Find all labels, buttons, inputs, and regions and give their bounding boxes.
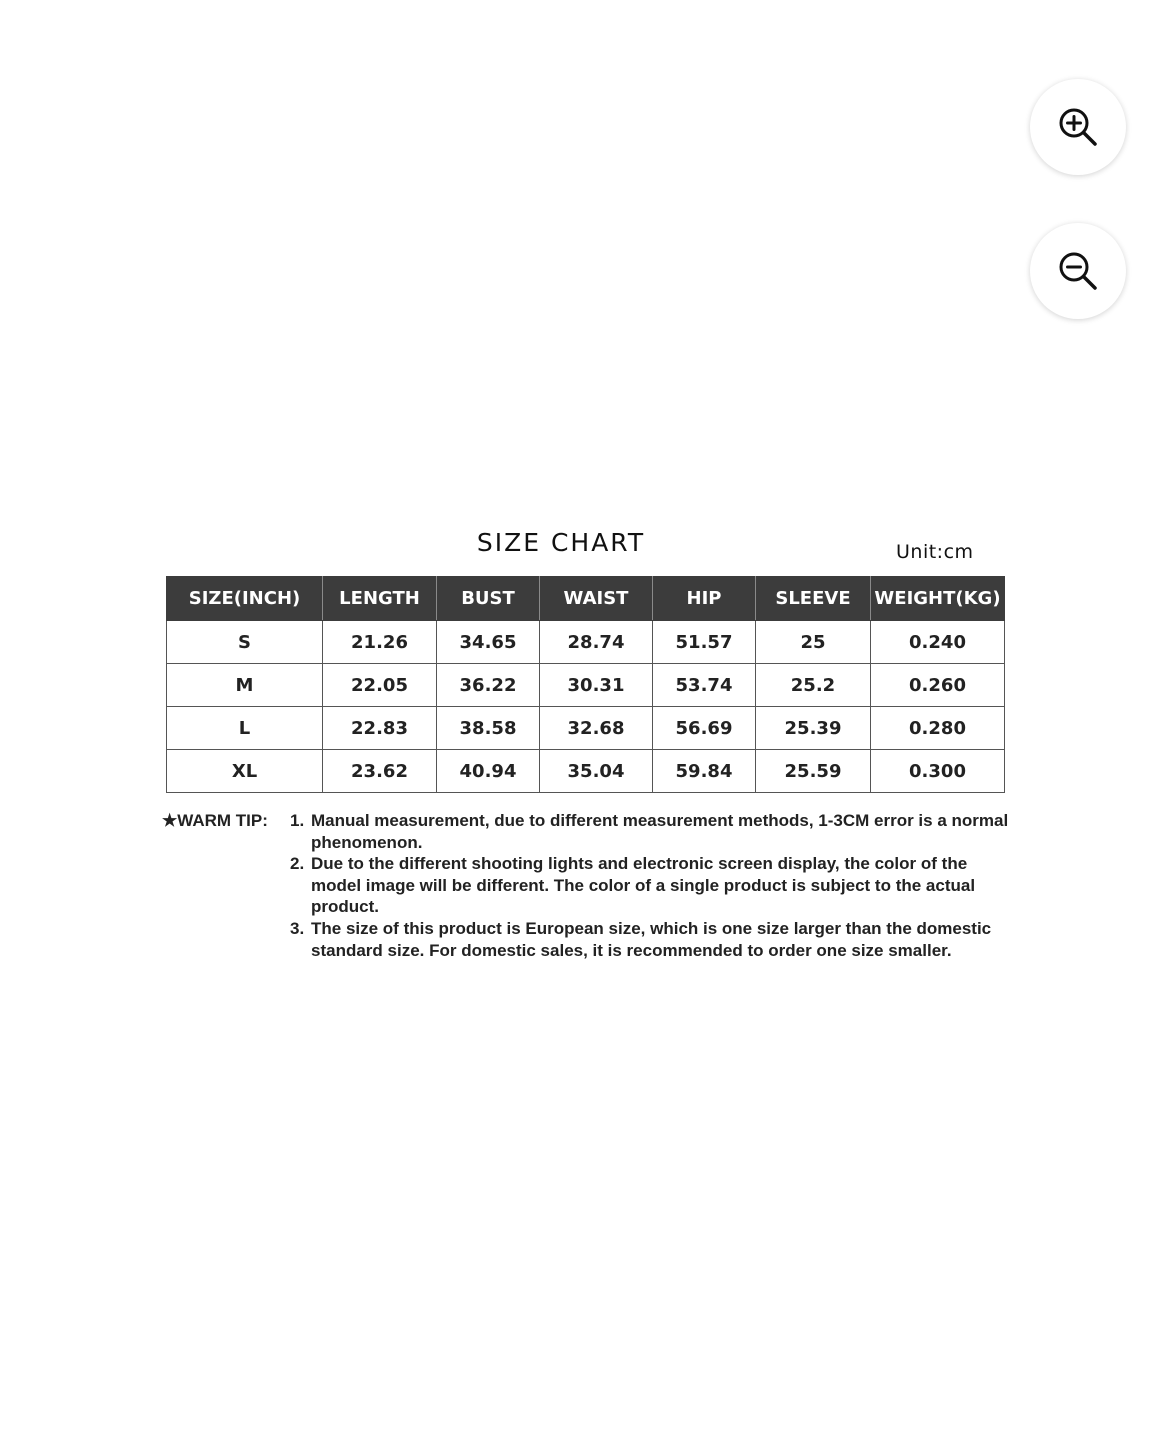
size-chart-title: SIZE CHART [476, 528, 646, 557]
table-cell: 56.69 [653, 707, 756, 750]
table-row [167, 664, 1005, 707]
table-cell: 21.26 [323, 621, 437, 664]
column-header: BUST [437, 577, 540, 621]
tip-text: Manual measurement, due to different measurement methods, 1-3CM error is a normal phenomenon. [311, 811, 1009, 852]
table-row [167, 621, 1005, 664]
table-cell: XL [167, 750, 323, 793]
table-cell: 32.68 [540, 707, 653, 750]
size-table [166, 576, 1005, 793]
table-cell: L [167, 707, 323, 750]
table-cell: M [167, 664, 323, 707]
table-cell: S [167, 621, 323, 664]
table-cell: 25.2 [756, 664, 871, 707]
zoom-in-button[interactable] [1030, 79, 1126, 175]
column-header: WEIGHT(KG) [871, 577, 1005, 621]
warm-tip-label: ★WARM TIP: [162, 811, 268, 830]
table-cell: 35.04 [540, 750, 653, 793]
table-cell: 28.74 [540, 621, 653, 664]
table-cell: 25 [756, 621, 871, 664]
table-cell: 51.57 [653, 621, 756, 664]
tip-number: 3. [290, 918, 305, 938]
table-cell: 38.58 [437, 707, 540, 750]
table-cell: 22.05 [323, 664, 437, 707]
table-cell: 25.59 [756, 750, 871, 793]
table-cell: 0.260 [871, 664, 1005, 707]
tip-text: The size of this product is European size, which is one size larger than the domestic standard size. For domestic sales, it is recommended to order one size smaller. [311, 918, 992, 960]
table-header-row [167, 577, 1005, 621]
warm-tip-item [290, 853, 1020, 918]
table-row [167, 750, 1005, 793]
table-cell: 40.94 [437, 750, 540, 793]
table-cell: 53.74 [653, 664, 756, 707]
tip-text: Due to the different shooting lights and electronic screen display, the color of the model image will be different. The color of a single product is subject to the actual product. [311, 854, 976, 917]
table-cell: 0.280 [871, 707, 1005, 750]
tip-number: 2. [290, 854, 305, 874]
table-cell: 34.65 [437, 621, 540, 664]
table-cell: 22.83 [323, 707, 437, 750]
table-cell: 23.62 [323, 750, 437, 793]
zoom-in-icon [1056, 105, 1100, 149]
warm-tip-item [290, 918, 1020, 961]
column-header: SLEEVE [756, 577, 871, 621]
table-cell: 30.31 [540, 664, 653, 707]
warm-tip-list [290, 810, 1020, 961]
table-cell: 59.84 [653, 750, 756, 793]
tip-number: 1. [290, 811, 305, 830]
table-cell: 25.39 [756, 707, 871, 750]
column-header: WAIST [540, 577, 653, 621]
size-chart-image [160, 520, 1020, 1000]
column-header: HIP [653, 577, 756, 621]
column-header: LENGTH [323, 577, 437, 621]
zoom-out-button[interactable] [1030, 223, 1126, 319]
table-cell: 0.300 [871, 750, 1005, 793]
unit-label: Unit:cm [896, 541, 974, 563]
table-cell: 36.22 [437, 664, 540, 707]
zoom-out-icon [1056, 249, 1100, 293]
table-cell: 0.240 [871, 621, 1005, 664]
table-row [167, 707, 1005, 750]
warm-tip-item [290, 810, 1020, 853]
column-header: SIZE(INCH) [167, 577, 323, 621]
